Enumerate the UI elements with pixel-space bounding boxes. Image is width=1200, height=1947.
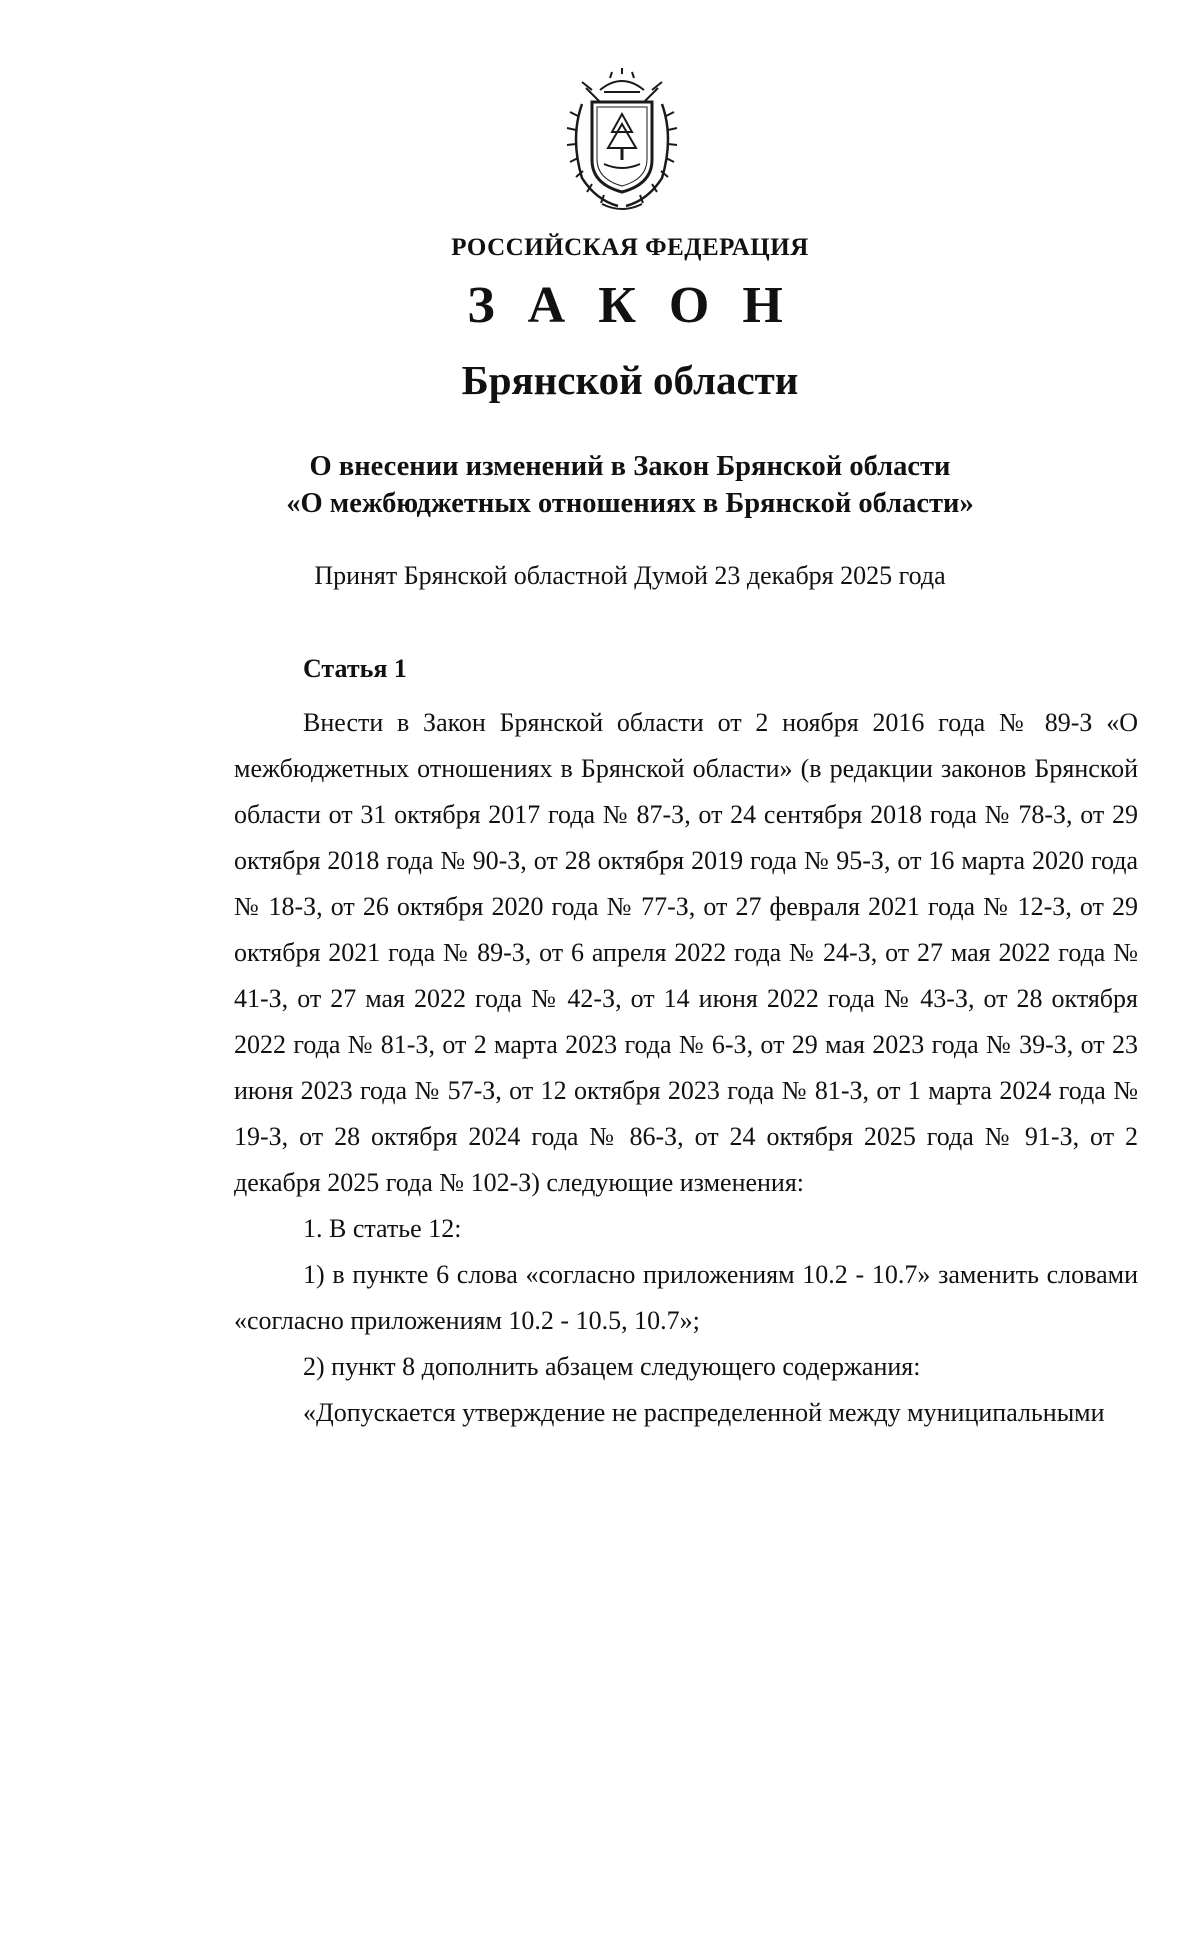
adoption-note: Принят Брянской областной Думой 23 декабря 2025 года	[314, 561, 946, 590]
law-subject-line-1: О внесении изменений в Закон Брянской области	[309, 451, 951, 482]
coat-of-arms-emblem	[552, 68, 692, 216]
article-1-intro-paragraph: Внести в Закон Брянской области от 2 ноября 2016 года № 89-З «О межбюджетных отношениях в Брянской области» (в редакции законов Брянской области от 31 октября 2017 года № 87-З, от 24 сентября 2018 года № 78-З, от 29 октября 2018 года № 90-З, от 28 октября 2019 года № 95-З, от 16 марта 2020 года № 18-З, от 26 октября 2020 года № 77-З, от 27 февраля 2021 года № 12-З, от 29 октября 2021 года № 89-З, от 6 апреля 2022 года № 24-З, от 27 мая 2022 года № 41-З, от 27 мая 2022 года № 42-З, от 14 июня 2022 года № 43-З, от 28 октября 2022 года № 81-З, от 2 марта 2023 года № 6-З, от 29 мая 2023 года № 39-З, от 23 июня 2023 года № 57-З, от 12 октября 2023 года № 81-З, от 1 марта 2024 года № 19-З, от 28 октября 2024 года № 86-З, от 24 октября 2025 года № 91-З, от 2 декабря 2025 года № 102-З) следующие изменения:	[234, 708, 1138, 1197]
country-heading: РОССИЙСКАЯ ФЕДЕРАЦИЯ	[451, 234, 809, 261]
article-1-body	[234, 700, 1138, 1436]
law-subject-title	[0, 448, 1200, 522]
document-type-heading: З А К О Н	[467, 277, 793, 334]
item-1-subitem-2: 2) пункт 8 дополнить абзацем следующего содержания:	[303, 1352, 921, 1381]
law-subject-line-2: «О межбюджетных отношениях в Брянской области»	[286, 488, 974, 519]
region-heading: Брянской области	[461, 357, 799, 403]
quoted-text-start: «Допускается утверждение не распределенной между муниципальными	[303, 1398, 1105, 1427]
article-1-title: Статья 1	[303, 654, 407, 683]
item-1-heading: 1. В статье 12:	[303, 1214, 462, 1243]
item-1-subitem-1: 1) в пункте 6 слова «согласно приложениям 10.2 - 10.7» заменить словами «согласно приложениям 10.2 - 10.5, 10.7»;	[234, 1260, 1138, 1335]
